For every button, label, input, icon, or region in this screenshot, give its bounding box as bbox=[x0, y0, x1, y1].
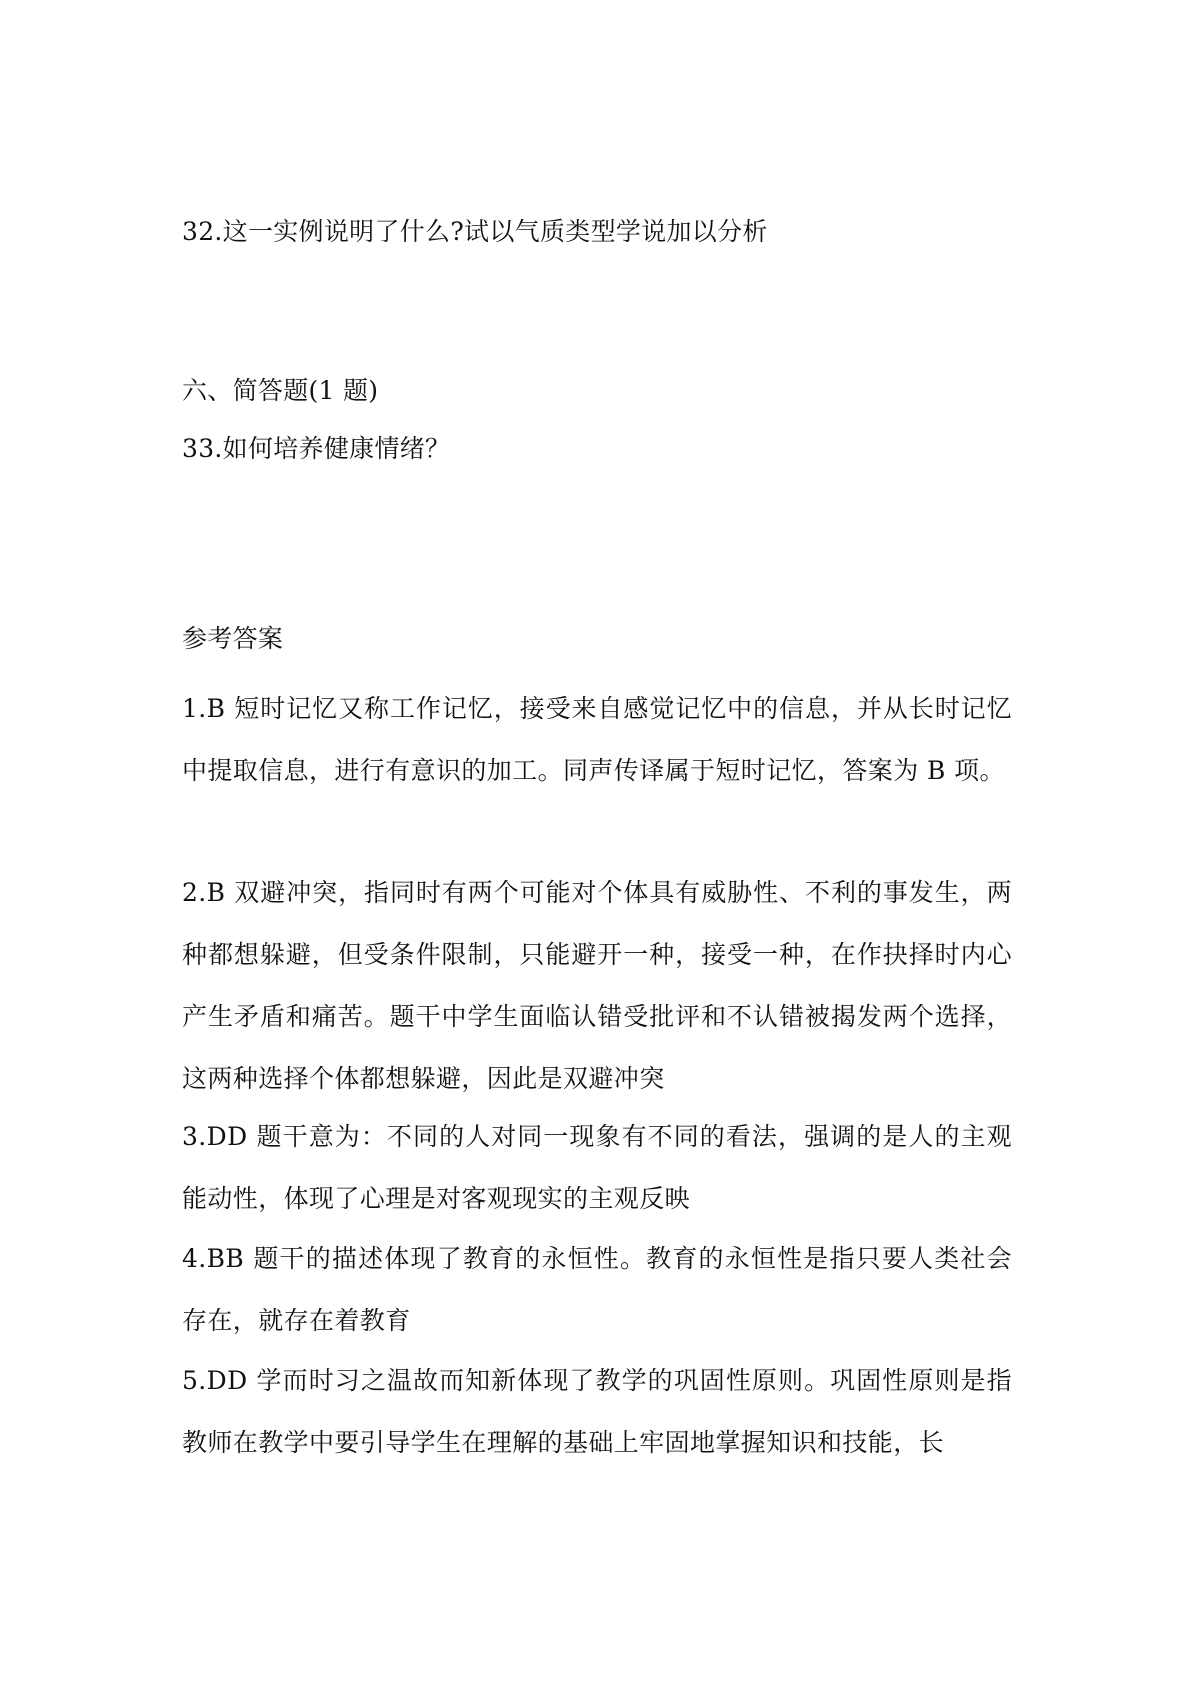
question-33: 33.如何培养健康情绪？ bbox=[182, 434, 451, 463]
answers-heading: 参考答案 bbox=[182, 624, 284, 653]
answer-item-5: 5.DD 学而时习之温故而知新体现了教学的巩固性原则。巩固性原则是指教师在教学中要引导学生在理解的基础上牢固地掌握知识和技能，长 bbox=[182, 1366, 1012, 1457]
question-32: 32.这一实例说明了什么?试以气质类型学说加以分析 bbox=[182, 217, 768, 246]
answer-item-3: 3.DD 题干意为：不同的人对同一现象有不同的看法，强调的是人的主观能动性，体现了心理是对客观现实的主观反映 bbox=[182, 1122, 1012, 1213]
section-heading-short-answer: 六、简答题(1 题) bbox=[182, 376, 379, 405]
answer-item-4: 4.BB 题干的描述体现了教育的永恒性。教育的永恒性是指只要人类社会存在，就存在着教育 bbox=[182, 1244, 1012, 1335]
answer-item-2: 2.B 双避冲突，指同时有两个可能对个体具有威胁性、不利的事发生，两种都想躲避，但受条件限制，只能避开一种，接受一种，在作抉择时内心产生矛盾和痛苦。题干中学生面临认错受批评和不认错被揭发两个选择，这两种选择个体都想躲避，因此是双避冲突 bbox=[182, 878, 1012, 1093]
answer-item-1: 1.B 短时记忆又称工作记忆，接受来自感觉记忆中的信息，并从长时记忆中提取信息，进行有意识的加工。同声传译属于短时记忆，答案为 B 项。 bbox=[182, 694, 1012, 785]
